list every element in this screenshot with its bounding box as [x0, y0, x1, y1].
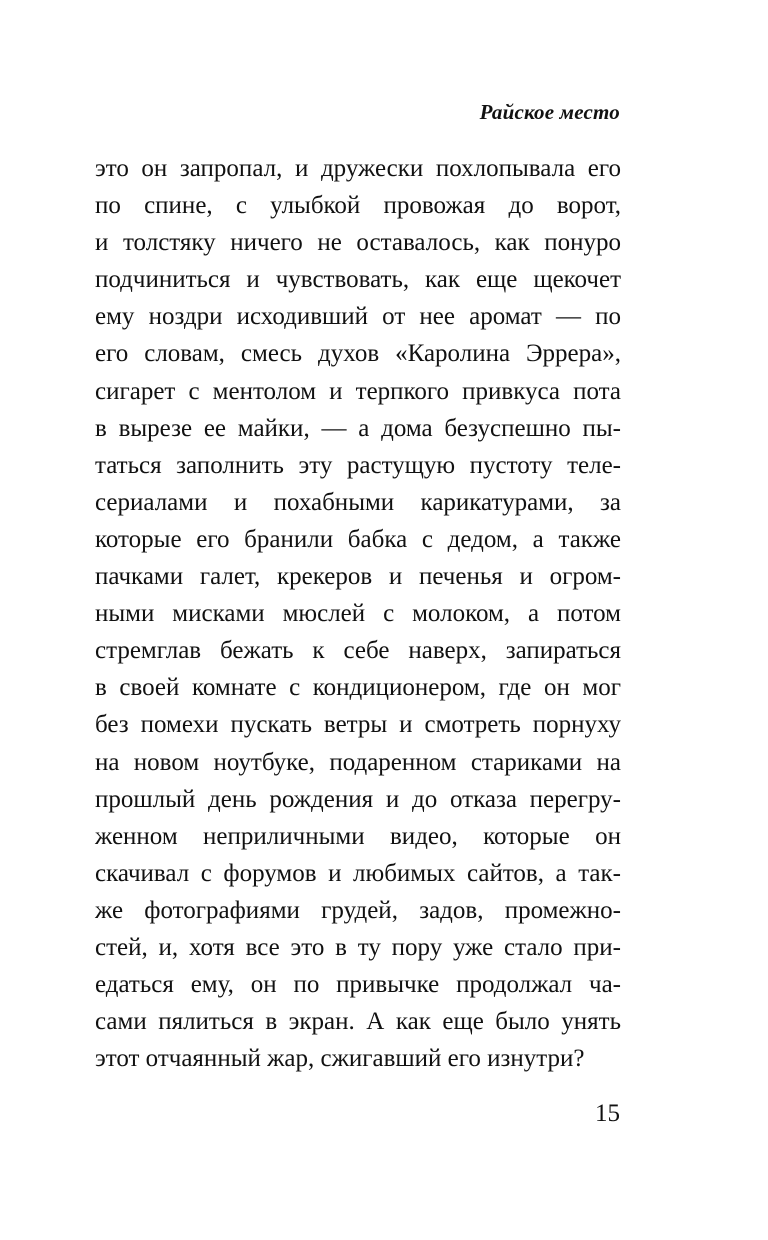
text-line: сигарет с ментолом и терпкого привкуса пота [95, 377, 621, 405]
text-line: едаться ему, он по привычке продолжал ча- [95, 971, 621, 999]
text-line: на новом ноутбуке, подаренном стариками на [95, 748, 621, 776]
text-line: его словам, смесь духов «Каролина Эррера», [95, 340, 621, 368]
text-line: ными мисками мюслей с молоком, а потом [95, 600, 621, 628]
text-line: подчиниться и чувствовать, как еще щекочет [95, 266, 621, 294]
text-line: скачивал с форумов и любимых сайтов, а так- [95, 859, 621, 887]
text-line: этот отчаянный жар, сжигавший его изнутри? [95, 1045, 585, 1073]
text-line: это он запропал, и дружески похлопывала его [95, 155, 621, 182]
running-header-title: Райское место [479, 100, 620, 124]
text-line: стей, и, хотя все это в ту пору уже стало при- [95, 933, 621, 961]
text-line: и толстяку ничего не оставалось, как понуро [95, 229, 621, 257]
text-line: сами пялиться в экран. А как еще было унять [95, 1008, 621, 1036]
text-line: без помехи пускать ветры и смотреть порнуху [95, 711, 621, 739]
body-paragraph [95, 150, 621, 1077]
text-line: стремглав бежать к себе наверх, запираться [95, 637, 621, 665]
page-number: 15 [595, 1100, 620, 1127]
text-line: в своей комнате с кондиционером, где он мог [95, 674, 621, 702]
text-line: прошлый день рождения и до отказа перегру- [95, 785, 621, 813]
text-line: которые его бранили бабка с дедом, а также [95, 525, 621, 553]
text-line: по спине, с улыбкой провожая до ворот, [95, 192, 621, 220]
text-line: пачками галет, крекеров и печенья и огром- [95, 563, 621, 591]
text-line: в вырезе ее майки, — а дома безуспешно пы- [95, 414, 621, 442]
text-line: сериалами и похабными карикатурами, за [95, 488, 621, 516]
text-line: же фотографиями грудей, задов, промежно- [95, 896, 621, 924]
text-line: таться заполнить эту растущую пустоту теле- [95, 451, 621, 479]
text-line: ему ноздри исходивший от нее аромат — по [95, 303, 621, 331]
text-line: женном неприличными видео, которые он [95, 822, 621, 850]
